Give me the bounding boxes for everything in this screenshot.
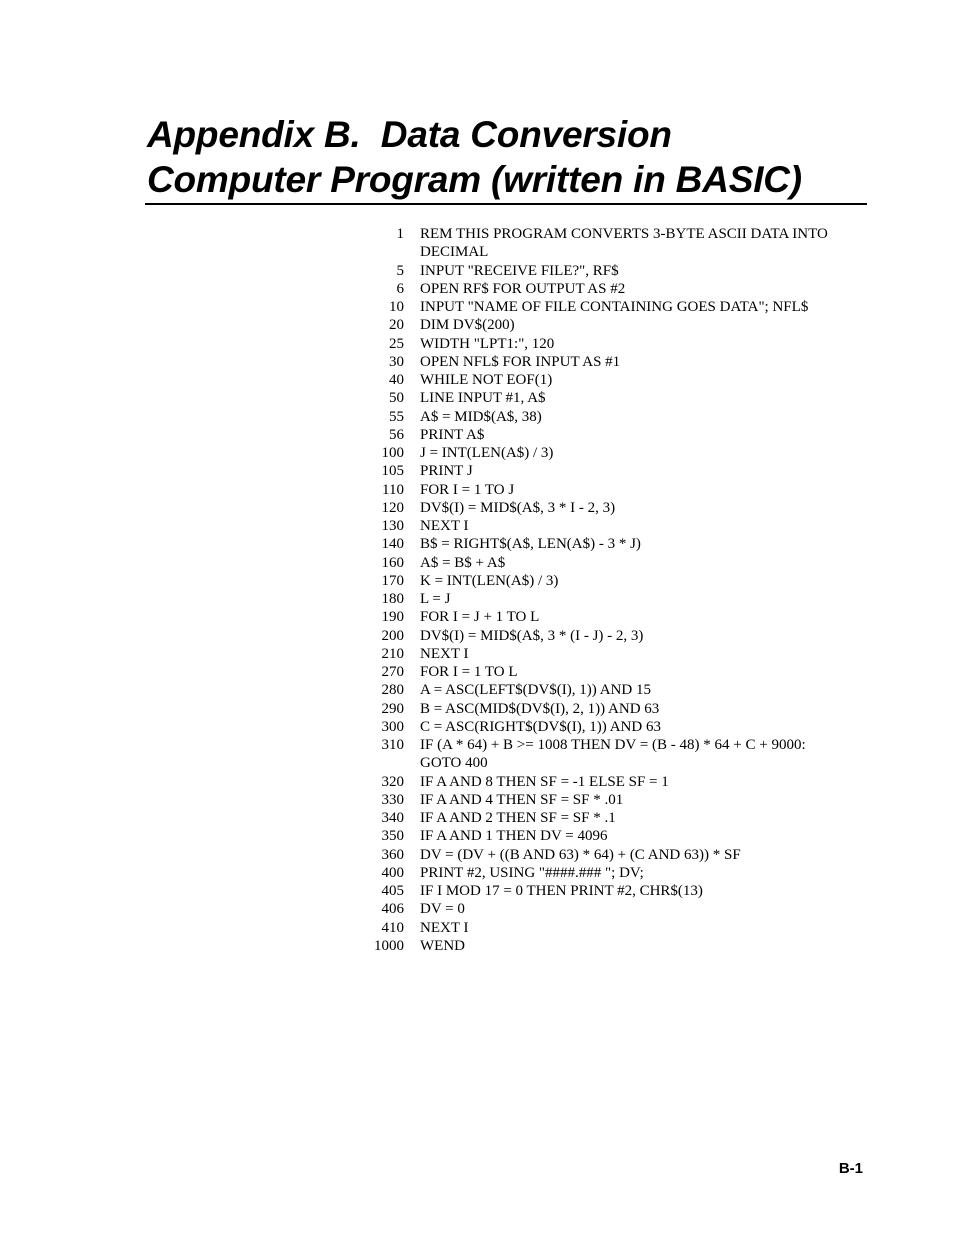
line-statement: DV = 0 (420, 901, 465, 918)
page-number: B-1 (838, 1160, 863, 1177)
line-statement: C = ASC(RIGHT$(DV$(I), 1)) AND 63 (420, 718, 661, 735)
line-statement: DV = (DV + ((B AND 63) * 64) + (C AND 63)) * SF (420, 846, 741, 863)
program-line (355, 426, 875, 444)
line-number: 170 (381, 572, 404, 589)
line-statement: PRINT J (420, 463, 473, 480)
program-line (355, 371, 875, 389)
line-statement: DV$(I) = MID$(A$, 3 * (I - J) - 2, 3) (420, 627, 644, 644)
line-number: 5 (396, 262, 404, 279)
line-statement: INPUT "RECEIVE FILE?", RF$ (420, 262, 619, 279)
program-line (355, 262, 875, 280)
line-statement: OPEN NFL$ FOR INPUT AS #1 (420, 353, 621, 370)
line-number: 180 (381, 591, 404, 607)
line-number: 200 (381, 627, 404, 644)
line-statement: INPUT "NAME OF FILE CONTAINING GOES DATA"; NFL$ (420, 299, 809, 315)
line-statement: L = J (420, 591, 451, 607)
line-statement: FOR I = 1 TO L (420, 664, 518, 680)
program-line (355, 900, 875, 918)
line-statement: DIM DV$(200) (420, 317, 515, 334)
title-line-1: Appendix B. Data Conversion (147, 114, 672, 155)
line-statement: NEXT I (420, 919, 469, 936)
line-number: 25 (389, 335, 404, 352)
line-number: 400 (381, 864, 404, 881)
appendix-title (147, 112, 867, 202)
line-statement: IF I MOD 17 = 0 THEN PRINT #2, CHR$(13) (420, 883, 703, 899)
program-line (355, 718, 875, 736)
program-line (355, 937, 875, 955)
program-line (355, 627, 875, 645)
line-statement: WHILE NOT EOF(1) (420, 372, 553, 388)
program-line (355, 572, 875, 590)
line-number: 310 (381, 737, 404, 753)
line-number: 140 (381, 536, 404, 553)
program-line (355, 316, 875, 334)
line-number: 410 (381, 919, 404, 936)
line-number: 1000 (374, 937, 404, 954)
line-statement: REM THIS PROGRAM CONVERTS 3-BYTE ASCII DATA INTO DECIMAL (420, 226, 828, 261)
line-statement: B = ASC(MID$(DV$(I), 2, 1)) AND 63 (420, 700, 660, 717)
program-line (355, 444, 875, 462)
line-statement: LINE INPUT #1, A$ (420, 390, 546, 407)
line-number: 1 (396, 226, 404, 242)
program-line (355, 700, 875, 718)
line-number: 10 (389, 299, 404, 315)
line-statement: PRINT #2, USING "####.### "; DV; (420, 864, 644, 881)
line-statement: IF A AND 8 THEN SF = -1 ELSE SF = 1 (420, 773, 669, 790)
line-statement: B$ = RIGHT$(A$, LEN(A$) - 3 * J) (420, 536, 641, 553)
program-line (355, 353, 875, 371)
program-line (355, 919, 875, 937)
title-line-2: Computer Program (written in BASIC) (147, 159, 802, 200)
line-number: 120 (381, 499, 404, 516)
line-number: 360 (381, 846, 404, 863)
line-number: 406 (381, 901, 404, 918)
line-number: 105 (381, 463, 404, 480)
program-line (355, 499, 875, 517)
line-number: 190 (381, 609, 404, 626)
program-line (355, 608, 875, 626)
line-statement: DV$(I) = MID$(A$, 3 * I - 2, 3) (420, 499, 616, 516)
line-number: 6 (396, 280, 404, 297)
line-statement: IF (A * 64) + B >= 1008 THEN DV = (B - 48) * 64 + C + 9000: GOTO 400 (420, 737, 806, 772)
line-number: 330 (381, 791, 404, 808)
program-line (355, 517, 875, 535)
line-number: 20 (389, 317, 404, 334)
line-number: 340 (381, 810, 404, 826)
title-divider (145, 203, 867, 205)
line-number: 300 (381, 718, 404, 735)
program-line (355, 554, 875, 572)
line-number: 30 (389, 353, 404, 370)
line-number: 55 (389, 408, 404, 425)
program-line (355, 590, 875, 608)
line-number: 160 (381, 554, 404, 571)
line-statement: J = INT(LEN(A$) / 3) (420, 445, 554, 461)
program-line (355, 481, 875, 499)
program-line (355, 462, 875, 480)
line-number: 270 (381, 664, 404, 680)
line-number: 110 (382, 481, 404, 498)
program-line (355, 681, 875, 699)
line-statement: FOR I = J + 1 TO L (420, 609, 540, 626)
line-number: 280 (381, 682, 404, 699)
program-line (355, 791, 875, 809)
line-statement: NEXT I (420, 645, 469, 662)
line-statement: A$ = B$ + A$ (420, 554, 506, 571)
line-statement: NEXT I (420, 518, 469, 534)
line-statement: FOR I = 1 TO J (420, 481, 515, 498)
line-statement: A$ = MID$(A$, 38) (420, 408, 542, 425)
program-line (355, 809, 875, 827)
program-line (355, 663, 875, 681)
program-line (355, 408, 875, 426)
program-line (355, 225, 875, 262)
line-number: 130 (381, 518, 404, 534)
program-line (355, 298, 875, 316)
line-statement: A = ASC(LEFT$(DV$(I), 1)) AND 15 (420, 682, 651, 699)
line-statement: WIDTH "LPT1:", 120 (420, 335, 555, 352)
line-statement: IF A AND 1 THEN DV = 4096 (420, 828, 608, 845)
line-number: 210 (381, 645, 404, 662)
program-line (355, 736, 875, 773)
line-number: 40 (389, 372, 404, 388)
program-line (355, 389, 875, 407)
program-line (355, 535, 875, 553)
program-line (355, 882, 875, 900)
line-number: 56 (389, 426, 404, 443)
basic-program-listing (355, 225, 875, 955)
line-number: 100 (381, 445, 404, 461)
program-line (355, 864, 875, 882)
line-statement: IF A AND 4 THEN SF = SF * .01 (420, 791, 624, 808)
line-statement: PRINT A$ (420, 426, 485, 443)
line-statement: K = INT(LEN(A$) / 3) (420, 572, 559, 589)
program-line (355, 280, 875, 298)
program-line (355, 645, 875, 663)
line-statement: IF A AND 2 THEN SF = SF * .1 (420, 810, 616, 826)
line-number: 350 (381, 828, 404, 845)
line-number: 405 (381, 883, 404, 899)
program-line (355, 827, 875, 845)
line-number: 290 (381, 700, 404, 717)
line-statement: WEND (420, 937, 465, 954)
line-statement: OPEN RF$ FOR OUTPUT AS #2 (420, 280, 626, 297)
program-line (355, 773, 875, 791)
program-line (355, 335, 875, 353)
program-line (355, 846, 875, 864)
line-number: 50 (389, 390, 404, 407)
line-number: 320 (381, 773, 404, 790)
